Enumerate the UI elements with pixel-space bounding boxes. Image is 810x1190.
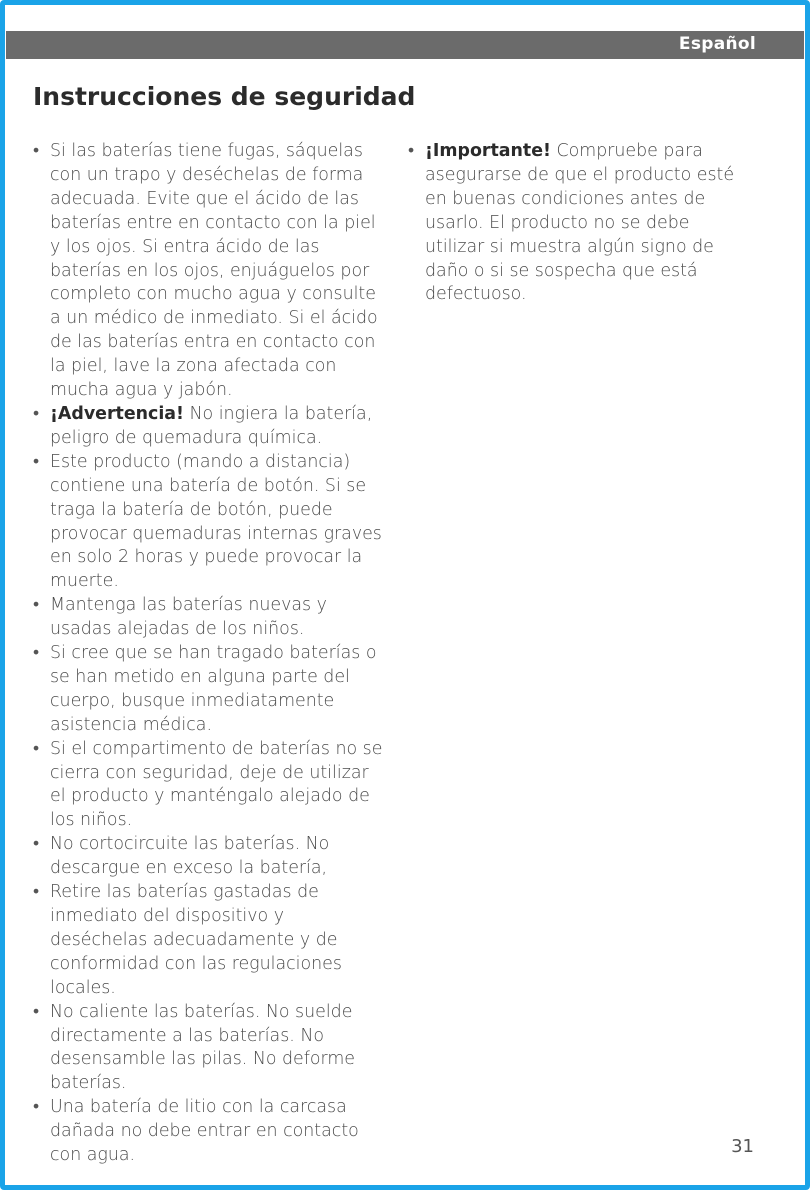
- item-text: Retire las baterías gastadas de inmediato del dispositivo y deséchelas adecuadamente y de conformidad con las regulaciones locales.: [50, 882, 342, 998]
- important-label: ¡Importante!: [425, 141, 551, 161]
- safety-list-left: [33, 140, 385, 1168]
- item-text: No caliente las baterías. No suelde directamente a las baterías. No desensamble las pilas. No deforme baterías.: [50, 1001, 355, 1094]
- item-text: No ingiera la batería, peligro de quemadura química.: [50, 403, 373, 448]
- item-text: Si las baterías tiene fugas, sáquelas con un trapo y deséchelas de forma adecuada. Evite que el ácido de las baterías entre en contacto con la piel y los ojos. Si entra ácido de las baterías en los ojos, enjuáguelos por completo con mucho agua y consulte a un médico de inmediato. Si el ácido de las baterías entra en contacto con la piel, lave la zona afectada con mucha agua y jabón.: [50, 141, 378, 401]
- list-item: [33, 642, 385, 738]
- header-bar: [6, 31, 804, 59]
- list-item: [33, 594, 385, 642]
- list-item: [33, 451, 385, 594]
- list-item: [408, 140, 743, 307]
- list-item: [33, 403, 385, 451]
- list-item: [33, 140, 385, 403]
- page-number: 31: [731, 1136, 754, 1157]
- safety-list-right: [408, 140, 743, 307]
- list-item: [33, 1001, 385, 1097]
- list-item: [33, 833, 385, 881]
- item-text: Este producto (mando a distancia) contiene una batería de botón. Si se traga la batería de botón, puede provocar quemaduras internas graves en solo 2 horas y puede provocar la muerte.: [50, 451, 382, 592]
- list-item: [33, 738, 385, 834]
- item-text: Mantenga las baterías nuevas y usadas alejadas de los niños.: [50, 595, 327, 640]
- item-text: Si el compartimento de baterías no se cierra con seguridad, deje de utilizar el producto y manténgalo alejado de los niños.: [50, 738, 383, 831]
- warning-label: ¡Advertencia!: [50, 403, 184, 424]
- list-item: [33, 1096, 385, 1168]
- item-text: Si cree que se han tragado baterías o se han metido en alguna parte del cuerpo, busque inmediatamente asistencia médica.: [50, 643, 377, 735]
- item-text: Compruebe para asegurarse de que el producto esté en buenas condiciones antes de usarlo. El producto no se debe utilizar si muestra algún signo de daño o si se sospecha que está defectuoso.: [425, 141, 735, 305]
- list-item: [33, 881, 385, 1001]
- item-text: No cortocircuite las baterías. No descargue en exceso la batería,: [50, 834, 330, 879]
- page-title: Instrucciones de seguridad: [33, 82, 416, 111]
- language-label: Español: [678, 34, 756, 54]
- item-text: Una batería de litio con la carcasa dañada no debe entrar en contacto con agua.: [50, 1097, 359, 1166]
